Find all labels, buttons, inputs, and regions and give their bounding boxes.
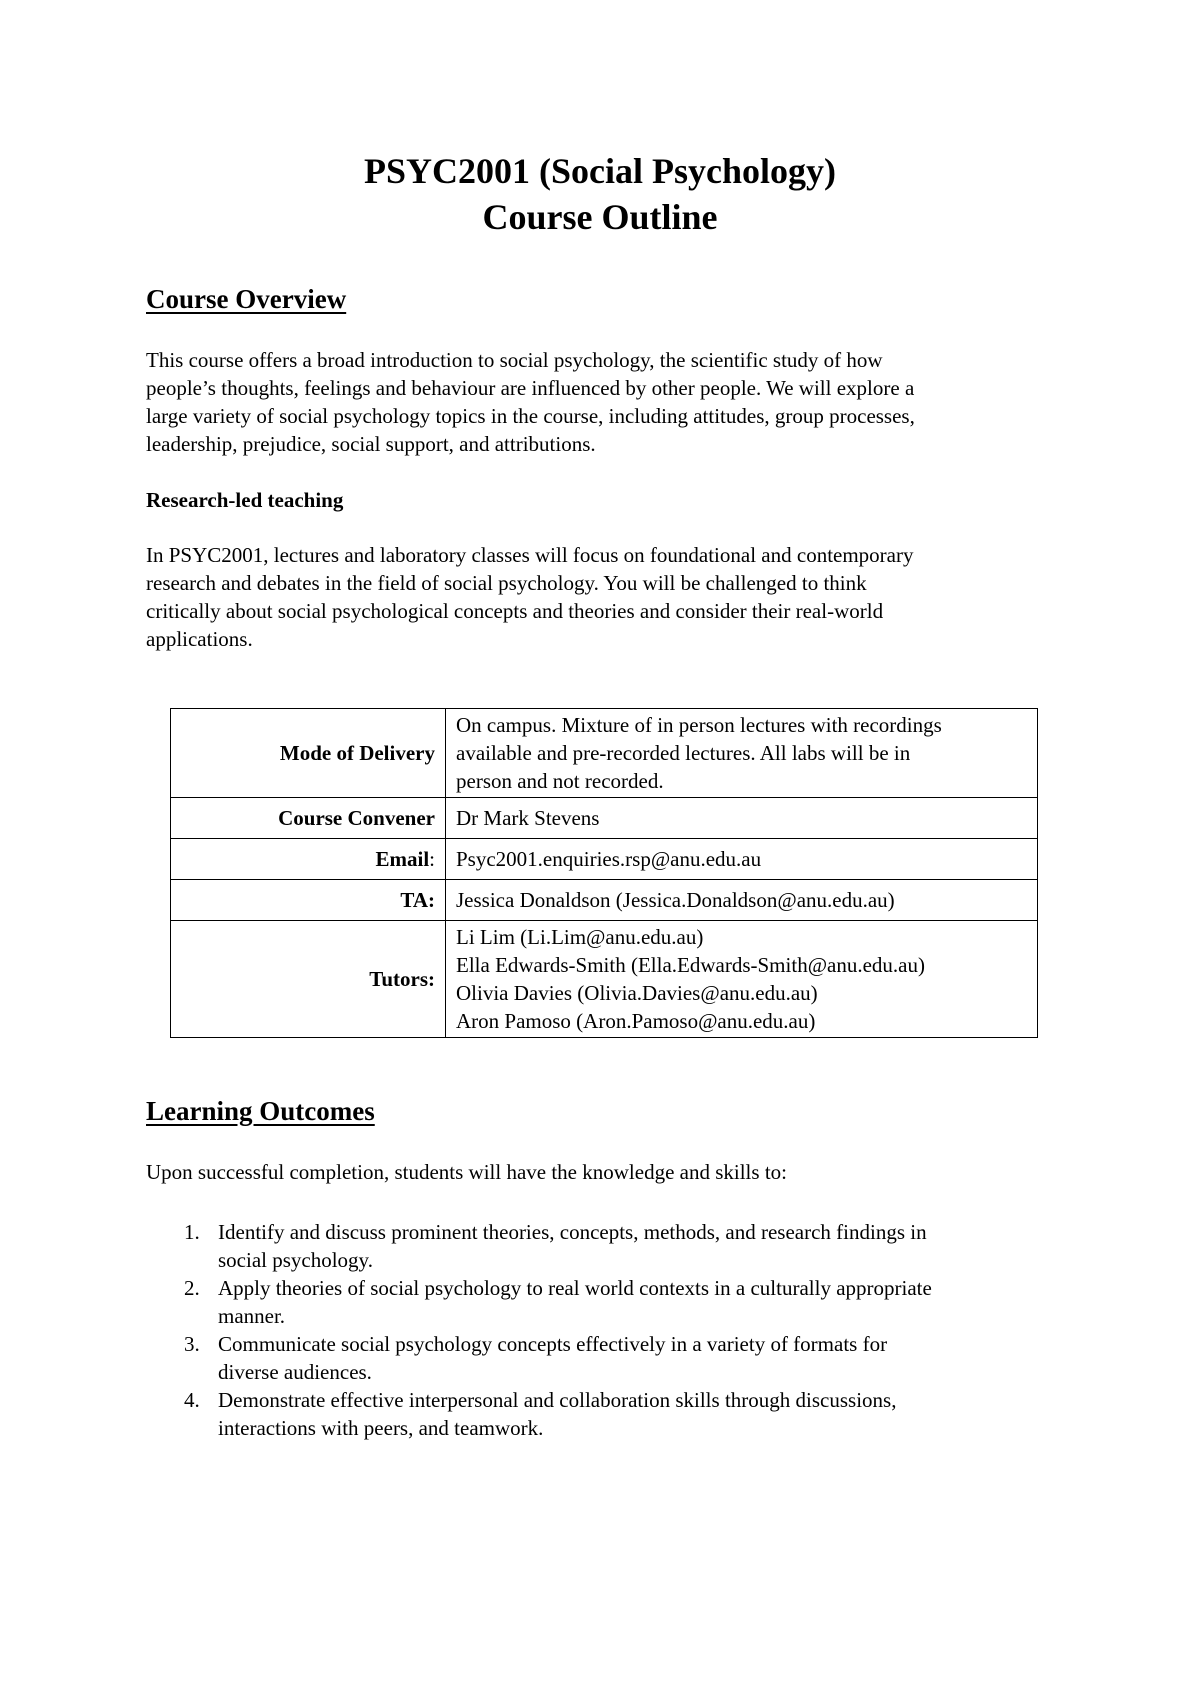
- list-item: [146, 1218, 1066, 1274]
- learning-outcomes-list: [146, 1218, 1066, 1442]
- overview-line: large variety of social psychology topics in the course, including attitudes, group processes,: [146, 404, 915, 428]
- course-convener-label: Course Convener: [171, 798, 446, 839]
- list-item-line: Apply theories of social psychology to real world contexts in a culturally appropriate: [218, 1276, 932, 1300]
- table-row-mode-of-delivery: [171, 709, 1038, 798]
- delivery-line: person and not recorded.: [456, 769, 664, 793]
- list-item-line: Demonstrate effective interpersonal and collaboration skills through discussions,: [218, 1388, 897, 1412]
- list-item-number: 2.: [184, 1276, 200, 1300]
- research-line: critically about social psychological concepts and theories and consider their real-world: [146, 599, 884, 623]
- research-line: research and debates in the field of social psychology. You will be challenged to think: [146, 571, 867, 595]
- email-label-colon: :: [429, 847, 435, 871]
- table-row-ta: [171, 880, 1038, 921]
- tutor-entry: Aron Pamoso (Aron.Pamoso@anu.edu.au): [456, 1009, 816, 1033]
- list-item-number: 3.: [184, 1332, 200, 1356]
- tutor-entry: Olivia Davies (Olivia.Davies@anu.edu.au): [456, 981, 818, 1005]
- learning-outcomes-intro: Upon successful completion, students will have the knowledge and skills to:: [146, 1160, 787, 1184]
- research-line: applications.: [146, 627, 253, 651]
- course-overview-paragraph: [146, 346, 1046, 458]
- list-item-line: Identify and discuss prominent theories, concepts, methods, and research findings in: [218, 1220, 927, 1244]
- email-label: Email: [375, 847, 430, 871]
- list-item: [146, 1386, 1066, 1442]
- research-line: In PSYC2001, lectures and laboratory classes will focus on foundational and contemporary: [146, 543, 914, 567]
- ta-label: TA:: [171, 880, 446, 921]
- mode-of-delivery-label: Mode of Delivery: [171, 709, 446, 798]
- email-value: Psyc2001.enquiries.rsp@anu.edu.au: [446, 839, 1038, 880]
- overview-line: This course offers a broad introduction to social psychology, the scientific study of how: [146, 348, 883, 372]
- list-item-line: interactions with peers, and teamwork.: [218, 1416, 544, 1440]
- mode-of-delivery-value: [446, 709, 1038, 798]
- list-item-number: 1.: [184, 1220, 200, 1244]
- title-line-1: PSYC2001 (Social Psychology): [364, 151, 836, 191]
- tutor-entry: Li Lim (Li.Lim@anu.edu.au): [456, 925, 704, 949]
- course-info-table: [170, 708, 1038, 1038]
- research-led-teaching-heading: Research-led teaching: [146, 488, 344, 512]
- overview-line: people’s thoughts, feelings and behaviour are influenced by other people. We will explore a: [146, 376, 915, 400]
- list-item-line: diverse audiences.: [218, 1360, 372, 1384]
- list-item-line: manner.: [218, 1304, 286, 1328]
- delivery-line: On campus. Mixture of in person lectures with recordings: [456, 713, 942, 737]
- email-label-cell: [171, 839, 446, 880]
- table-row-tutors: [171, 921, 1038, 1038]
- learning-outcomes-heading: Learning Outcomes: [146, 1096, 375, 1126]
- tutor-entry: Ella Edwards-Smith (Ella.Edwards-Smith@anu.edu.au): [456, 953, 925, 977]
- delivery-line: available and pre-recorded lectures. All labs will be in: [456, 741, 911, 765]
- title-line-2: Course Outline: [482, 197, 718, 237]
- ta-value: Jessica Donaldson (Jessica.Donaldson@anu.edu.au): [446, 880, 1038, 921]
- table-row-course-convener: [171, 798, 1038, 839]
- course-overview-heading: Course Overview: [146, 284, 347, 314]
- table-row-email: [171, 839, 1038, 880]
- document-title: [0, 148, 1200, 240]
- tutors-value: [446, 921, 1038, 1038]
- overview-line: leadership, prejudice, social support, and attributions.: [146, 432, 596, 456]
- course-convener-value: Dr Mark Stevens: [446, 798, 1038, 839]
- list-item: [146, 1274, 1066, 1330]
- research-led-teaching-paragraph: [146, 541, 1046, 653]
- list-item-number: 4.: [184, 1388, 200, 1412]
- tutors-label: Tutors:: [171, 921, 446, 1038]
- list-item-line: Communicate social psychology concepts effectively in a variety of formats for: [218, 1332, 888, 1356]
- list-item-line: social psychology.: [218, 1248, 373, 1272]
- list-item: [146, 1330, 1066, 1386]
